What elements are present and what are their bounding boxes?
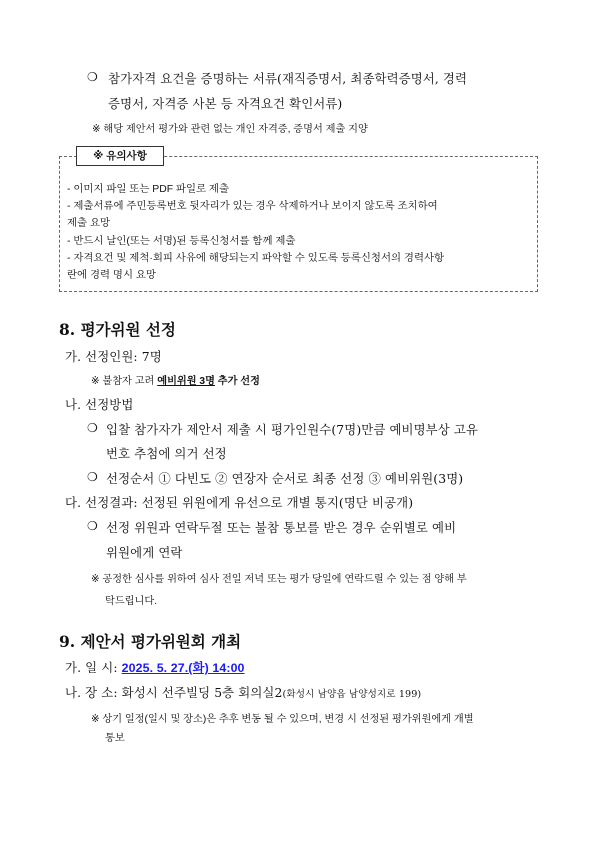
section-8-a-note [91,372,260,387]
notice-item: - 자격요건 및 제척·회피 사유에 해당되는지 파악할 수 있도록 등록신청서의 경력사항 [67,253,445,264]
section-8-c: 다. 선정결과: 선정된 위원에게 유선으로 개별 통지(명단 비공개) [65,495,414,510]
section-8-c-item1-line1: 선정 위원과 연락두절 또는 불참 통보를 받은 경우 순위별로 예비 [106,520,457,535]
circle-bullet-icon: ❍ [87,421,98,435]
note-emphasis: 예비위원 3명 [157,376,215,387]
note-suffix: 추가 선정 [214,376,260,387]
requirement-line-1: 참가자격 요건을 증명하는 서류(재직증명서, 최종학력증명서, 경력 [108,71,468,86]
section-8-c-note-line2: 탁드립니다. [105,596,158,607]
section-9-heading: 9. 제안서 평가위원회 개최 [59,632,242,651]
notice-item: - 이미지 파일 또는 PDF 파일로 제출 [67,184,230,195]
section-8-c-item1-line2: 위원에게 연락 [106,545,183,560]
section-8-a: 가. 선정인원: 7명 [65,349,162,364]
notice-item: - 제출서류에 주민등록번호 뒷자리가 있는 경우 삭제하거나 보이지 않도록 조치하여 [67,201,438,212]
section-8-heading: 8. 평가위원 선정 [59,320,176,339]
meeting-date: 2025. 5. 27.(화) 14:00 [121,661,245,675]
section-9-note-line1: ※ 상기 일정(일시 및 장소)은 추후 변동 될 수 있으며, 변경 시 선정된 평가위원에게 개별 [91,714,474,725]
place-label: 나. 장 소: 화성시 선주빌딩 5층 회의실2 [65,685,283,700]
section-8-c-note-line1: ※ 공정한 심사를 위하여 심사 전일 저녁 또는 평가 당일에 연락드릴 수 있는 점 양해 부 [91,574,467,585]
date-label: 가. 일 시: [65,660,122,675]
notice-item: - 반드시 날인(또는 서명)된 등록신청서를 함께 제출 [67,236,296,247]
section-8-b: 나. 선정방법 [65,397,134,412]
requirement-line-2: 증명서, 자격증 사본 등 자격요건 확인서류) [108,96,343,111]
notice-item: 제출 요망 [67,218,111,229]
circle-bullet-icon: ❍ [87,470,98,484]
note-prefix: ※ 불참자 고려 [91,376,158,387]
section-9-note-line2: 통보 [105,733,125,744]
circle-bullet-icon: ❍ [87,519,98,533]
section-8-b-item2: 선정순서 ① 다빈도 ② 연장자 순서로 최종 선정 ③ 예비위원(3명) [106,471,464,486]
section-8-b-item1-line2: 번호 추첨에 의거 선정 [106,446,227,461]
notice-item: 란에 경력 명시 요망 [67,270,156,281]
place-address: (화성시 남양읍 남양성지로 199) [282,689,422,700]
section-9-date [65,658,245,676]
notice-box-title: ※ 유의사항 [76,146,164,166]
circle-bullet-icon: ❍ [87,70,98,84]
section-9-place [65,683,421,701]
section-8-b-item1-line1: 입찰 참가자가 제안서 제출 시 평가인원수(7명)만큼 예비명부상 고유 [106,422,478,437]
requirement-note: ※ 해당 제안서 평가와 관련 없는 개인 자격증, 증명서 제출 지양 [92,124,368,135]
